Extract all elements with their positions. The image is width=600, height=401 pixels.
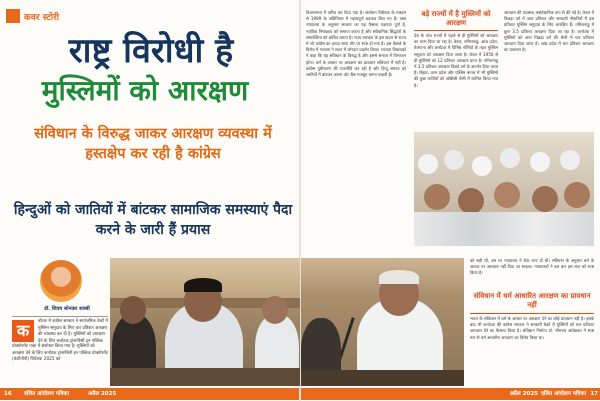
right-column-3-text: को सही थी, उस पर न्यायालय ने रोक लगा दी थी। संविधान के अनुसार धर्म के आधार पर आरक्षण नहीं दिया जा सकता। न्यायालयों ने बार बार इस बात को स्पष्ट किया है। xyxy=(470,258,594,276)
right-column-1-heading: बड़े राज्यों में है मुस्लिमों को आरक्षण xyxy=(421,10,491,27)
author-photo xyxy=(38,258,84,304)
photo-cabinet-meeting xyxy=(110,258,300,386)
author-name: डॉ. शिवम सोनकर शास्त्री xyxy=(44,306,90,312)
intro-dropcap: क xyxy=(12,320,34,342)
issue-date-right: अप्रैल 2025 xyxy=(509,391,538,397)
right-column-3-rule xyxy=(470,313,594,314)
magazine-name-left: दलित आंदोलन पत्रिका xyxy=(24,391,70,397)
footer-left xyxy=(0,388,299,400)
page-number-right: 17 xyxy=(590,391,598,397)
intro-text-continued: प्रोक्योरमेंट एक्ट में संशोधन किया गया है। मुस्लिमों को आरक्षण देने के लिए कर्नाटक ट्रांसपेरेंसी इन पब्लिक प्रोक्योरमेंट (केटीपीपी) विधेयक 2025 को xyxy=(12,344,108,363)
issue-date-left: अप्रैल 2025 xyxy=(88,391,117,397)
magazine-name-right: दलित आंदोलन पत्रिका xyxy=(540,391,586,397)
photo-speaker xyxy=(301,258,464,386)
intro-text: र्नाटक में कांग्रेस सरकार ने सार्वजनिक ठेकों में मुस्लिम समुदाय के लिए चार प्रतिशत आरक्षण की व्यवस्था कर दी है। मुस्लिमों को आरक्षण देने के लिए कर्नाटक ट्रांसपेरेंसी इन पब्लिक xyxy=(38,319,108,344)
section-tag-label: कवर स्टोरी xyxy=(24,12,60,23)
section-tag xyxy=(6,9,59,23)
right-column-2-text: आरक्षण की व्यवस्था असंवैधानिक रूप से की गई है। केरल में पिछड़ा वर्ग में आठ प्रतिशत और सरकारी नौकरियों में दस प्रतिशत मुस्लिम समुदाय के लिए आरक्षित हैं। तमिलनाडु में कुल 3.5 प्रतिशत आरक्षण दिया जा रहा है। कर्नाटक में मुस्लिमों को अन्य पिछड़ा वर्ग की श्रेणी में चार प्रतिशत आरक्षण दिया जाता है। आंध्र प्रदेश में चार प्रतिशत आरक्षण का प्रावधान है। xyxy=(504,10,594,53)
right-column-1-text: देश के पांच राज्यों में पहले से ही मुस्लिमों को आरक्षण का लाभ दिया जा रहा है। केरल, तमिलनाडु, आंध्र प्रदेश, तेलंगाना और कर्नाटक में विभिन्न श्रेणियों के तहत मुस्लिम समुदाय को आरक्षण दिया जाता है। केरल में 1956 से ही मुस्लिमों को 12 प्रतिशत आरक्षण प्राप्त है। तमिलनाडु में 3.5 प्रतिशत आरक्षण पिछड़े वर्ग के अंतर्गत दिया जाता है। बिहार, उत्तर प्रदेश और पश्चिम बंगाल में भी मुस्लिमों की कुछ जातियों को ओबीसी श्रेणी में शामिल किया गया है। xyxy=(414,33,498,88)
page-number-left: 16 xyxy=(4,391,12,397)
right-column-1-rule xyxy=(414,30,498,31)
right-column-3-heading: संविधान में धर्म आधारित आरक्षण का प्रावधान नहीं xyxy=(473,292,591,309)
headline-sub: मुस्लिमों को आरक्षण xyxy=(41,74,249,107)
author-divider xyxy=(12,316,108,317)
headline-main: राष्ट्र विरोधी है xyxy=(68,31,234,71)
headline-strap: हिन्दुओं को जातियों में बांटकर सामाजिक समस्याएं पैदा करने के जारी हैं प्रयास xyxy=(13,202,293,238)
headline-deck: संविधान के विरुद्ध जाकर आरक्षण व्यवस्था में हस्तक्षेप कर रही है कांग्रेस xyxy=(34,126,272,162)
section-tag-square xyxy=(6,9,20,23)
footer-right xyxy=(301,388,600,400)
photo-audience xyxy=(414,132,594,246)
right-column-3-text-continued: भारत के संविधान में धर्म के आधार पर आरक्षण देने का कोई प्रावधान नहीं है। इसके बाद भी कर्नाटक की कांग्रेस सरकार ने सरकारी ठेकों में मुस्लिमों को चार प्रतिशत आरक्षण देने का फैसला किया है। संविधान निर्माता डॉ. भीमराव आंबेडकर ने स्पष्ट रूप से धर्म आधारित आरक्षण का विरोध किया था। xyxy=(470,316,594,340)
left-column-text: विधानसभा में पारित कर दिया गया है। संशोधन विधेयक के माध्यम से 1999 के अधिनियम में महत्वपूर्ण बदलाव किए गए हैं। उच्च न्यायालय के अनुसार सरकार का यह फैसला पक्षपात पूर्ण है, न्यायिक निष्पक्षता को समाप्त करता है और संवैधानिक सिद्धांतों के समावेशिता को बाधित करता है। राज्य सरकार के इस कदम से राज्य में जो कांग्रेस का इरादा साफ तौर पर स्पष्ट हो गया है। इस फैसले के विरोध में भाजपा ने सदन में जोरदार प्रदर्शन किया। भाजपा विधायकों ने कहा कि यह संविधान के विरुद्ध है और इससे समाज में विभाजन होगा। धर्म के आधार पर आरक्षण का प्रावधान संविधान में नहीं है। कांग्रेस तुष्टीकरण की राजनीति कर रही है और हिन्दू समाज को जातियों में बांटकर अपना वोट बैंक मजबूत करना चाहती है। xyxy=(306,10,406,78)
